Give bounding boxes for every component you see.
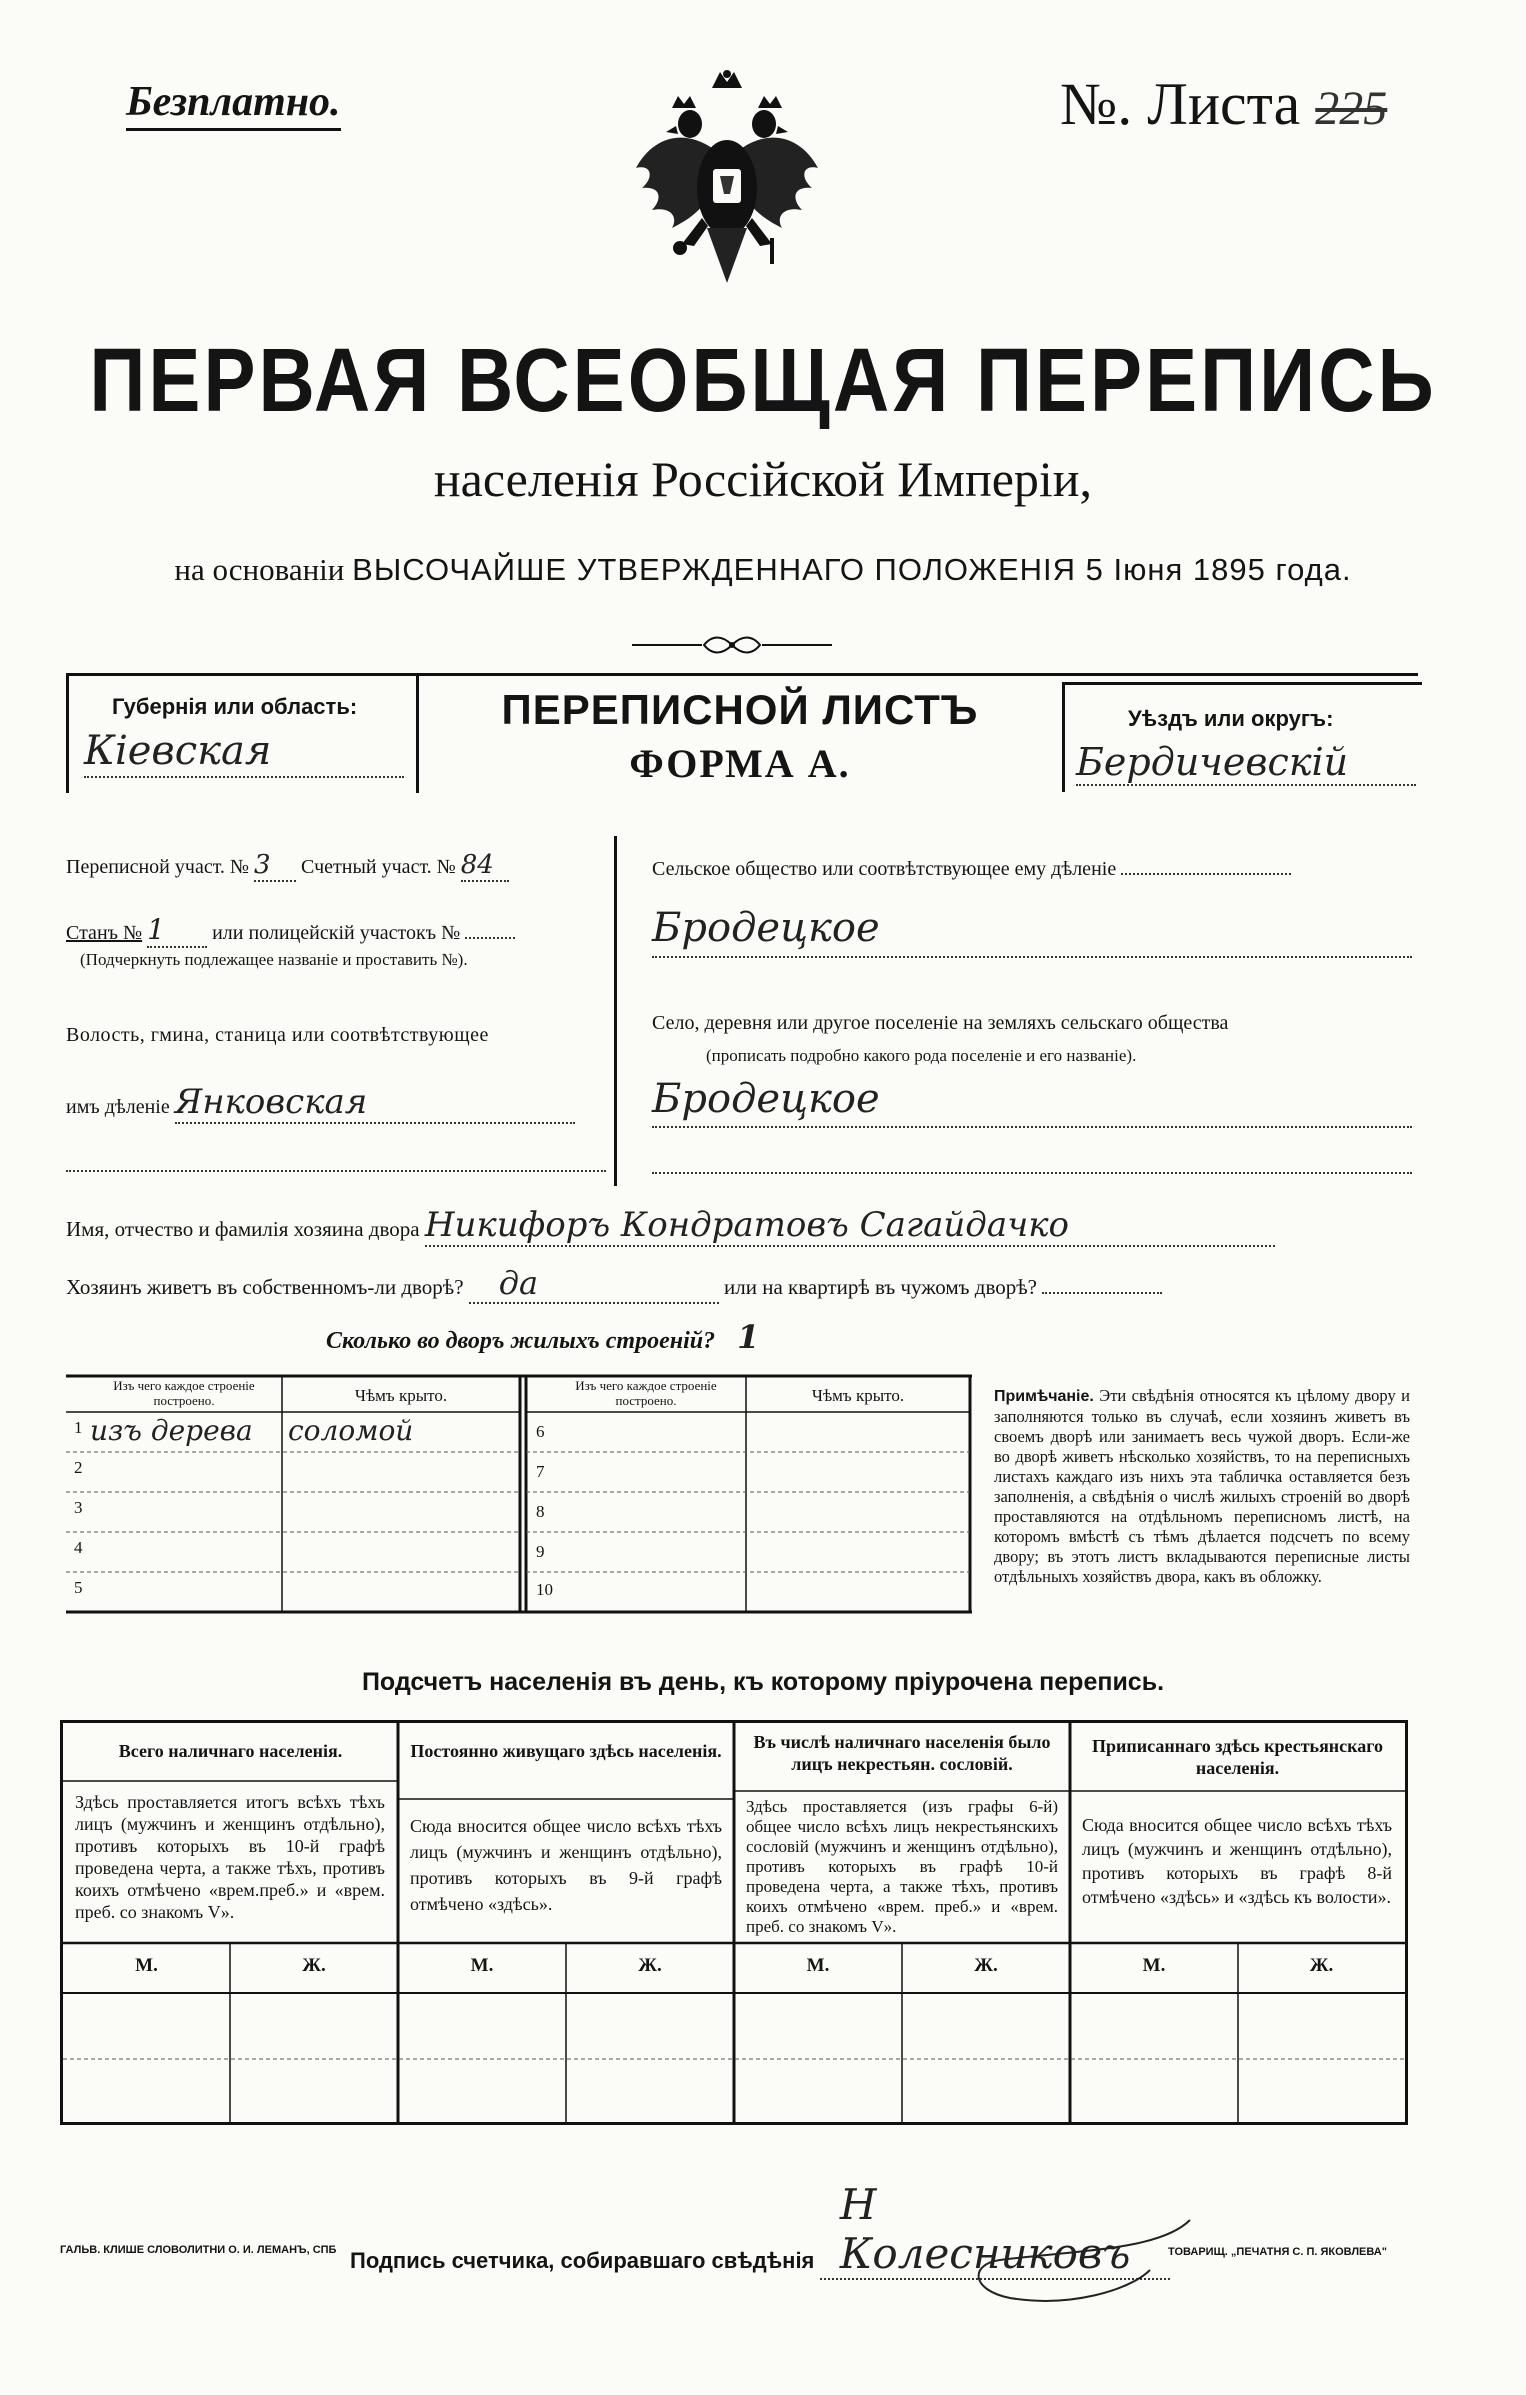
village-label: Село, деревня или другое поселеніе на земляхъ сельскаго общества [652,1012,1229,1034]
row-roof: соломой [288,1414,414,1447]
pop-col-1-zh: Ж. [302,1955,326,1976]
printer-right: ТОВАРИЩ. „ПЕЧАТНЯ С. П. ЯКОВЛЕВА" [1168,2246,1387,2258]
guberniya-divider [416,673,419,793]
owner-name-label: Имя, отчество и фамилія хозяина двора [66,1217,420,1241]
volost-field [66,1082,596,1124]
uezd-top-rule [1062,682,1422,685]
sheet-number-label [1060,70,1387,139]
form-title: ПЕРЕПИСНОЙ ЛИСТЪ [501,686,979,733]
rented-label: или на квартирѣ въ чужомъ дворѣ? [724,1275,1037,1299]
legal-basis [0,552,1526,588]
note-block [994,1386,1410,1587]
society-label [652,858,1412,881]
pop-col-2-heading: Постоянно живущаго здѣсь населенія. [410,1741,722,1761]
row-number: 10 [536,1580,553,1599]
pop-col-1-m: М. [135,1955,158,1976]
guberniya-value: Кіевская [84,726,404,778]
form-subtitle: ФОРМА А. [629,741,851,786]
row-number: 1 [74,1418,83,1437]
society-value: Бродецкое [652,900,1412,958]
buildings-count-field [326,1318,759,1356]
owner-name-value: Никифоръ Кондратовъ Сагайдачко [425,1205,1275,1247]
pop-col-3-desc: Здѣсь проставляется (изъ графы 6-й) общее число всѣхъ лицъ некрестьянскихъ сословій (мужчинъ и женщинъ отдѣльно), противъ которыхъ въ графѣ 10-й проведена черта, а также тѣхъ, противъ коихъ отмѣчено «врем. преб.» и «врем. преб. со знакомъ V». [746,1797,1058,1936]
buildings-count-label: Сколько во дворъ жилыхъ строеній? [326,1328,716,1354]
pop-col-3-heading: Въ числѣ наличнаго населенія было лицъ некрестьян. сословій. [753,1732,1051,1774]
own-yard-value: да [469,1264,719,1304]
pop-col-1-heading: Всего наличнаго населенія. [118,1741,343,1761]
pop-col-4-m: М. [1142,1955,1166,1976]
ornament-divider-icon [632,635,832,655]
census-district-label: Переписной участ. № [66,856,250,878]
page-title: ПЕРВАЯ ВСЕОБЩАЯ ПЕРЕПИСЬ [89,329,1437,431]
material-header-left: Изъ чего каждое строеніе построено. [113,1378,255,1408]
top-rule [66,673,1418,676]
stan-value: 1 [147,913,207,948]
uezd-value: Бердичевскій [1076,740,1416,786]
village-value: Бродецкое [652,1072,1412,1128]
uezd-label: Уѣздъ или округъ: [1128,706,1334,731]
counting-district-value: 84 [461,850,509,882]
row-number: 4 [74,1538,83,1557]
society-line [1121,873,1291,875]
pop-col-2-desc: Сюда вносится общее число всѣхъ тѣхъ лицъ (мужчинъ и женщинъ отдѣльно), противъ которыхъ въ 9-й графѣ отмѣчено «здѣсь». [410,1816,722,1914]
pop-col-2-zh: Ж. [638,1955,662,1976]
pop-col-4-heading: Приписаннаго здѣсь крестьянскаго населенія. [1092,1736,1383,1778]
owner-name-field [66,1205,1416,1247]
printer-left: ГАЛЬВ. КЛИШЕ СЛОВОЛИТНИ О. И. ЛЕМАНЪ, СПБ [60,2244,337,2256]
page-subtitle: населенія Россійской Имперіи, [433,451,1093,507]
underline-note: (Подчеркнуть подлежащее названіе и проставить №). [80,950,468,969]
census-district-value: 3 [254,850,296,882]
volost-label-1: Волость, гмина, станица или соотвѣтствующее [66,1024,489,1046]
field-block-divider [614,836,617,1186]
volost-label-2: имъ дѣленіе [66,1096,170,1118]
pop-col-2-m: М. [470,1955,494,1976]
volost-value: Янковская [175,1082,575,1124]
signature-flourish-icon [960,2210,1200,2310]
row-number: 5 [74,1578,83,1597]
row-number: 8 [536,1502,545,1521]
society-label-text: Сельское общество или соотвѣтствующее ему дѣленіе [652,858,1117,880]
signature-label: Подпись счетчика, собиравшаго свѣдѣнія [350,2248,815,2273]
coat-of-arms-icon [632,68,822,298]
own-yard-field [66,1264,1416,1304]
buildings-count-value: 1 [737,1318,760,1356]
right-block-bottom-line [652,1172,1412,1174]
roof-header-right: Чѣмъ крыто. [811,1386,905,1405]
village-note: (прописать подробно какого рода поселеніе и его названіе). [706,1046,1137,1065]
police-label: или полицейскій участокъ № [212,922,461,944]
pop-col-3-m: М. [806,1955,830,1976]
guberniya-label: Губернія или область: [112,694,358,719]
row-number: 3 [74,1498,83,1517]
legal-basis-prefix: на основаніи [174,552,345,587]
note-text: Эти свѣдѣнія относятся къ цѣлому двору и заполняются только въ случаѣ, если хозяинъ живетъ въ своемъ дворѣ или занимаетъ весь чужой дворъ. Если-же во дворѣ живетъ нѣсколько хозяйствъ, то на переписныхъ листахъ каждаго изъ нихъ эта табличка оставляется безъ заполненія, а свѣдѣнія о числѣ жилыхъ строеній во дворѣ проставляются на отдѣльномъ переписномъ листѣ, на которомъ вмѣстѣ съ тѣмъ дѣлается подсчетъ по всему двору; въ этотъ листъ вкладываются переписные листы отдѣльныхъ хозяйствъ двора, какъ въ обложку. [994,1386,1410,1586]
buildings-table [66,1374,972,1614]
row-number: 2 [74,1458,83,1477]
own-yard-label: Хозяинъ живетъ въ собственномъ-ли дворѣ? [66,1275,464,1299]
signature-value: Н Колесниковъ [820,2180,1170,2280]
rented-value [1042,1292,1162,1294]
material-header-right: Изъ чего каждое строеніе построено. [575,1378,717,1408]
sheet-number-text: №. Листа [1060,71,1301,137]
legal-basis-caps: ВЫСОЧАЙШЕ УТВЕРЖДЕННАГО ПОЛОЖЕНІЯ 5 Іюня 1895 года. [352,552,1352,587]
sheet-number-value: 225 [1315,82,1388,135]
population-title: Подсчетъ населенія въ день, къ которому пріурочена перепись. [361,1668,1165,1696]
row-number: 7 [536,1462,545,1481]
row-material: изъ дерева [90,1414,253,1447]
roof-header-left: Чѣмъ крыто. [354,1386,448,1405]
left-edge-rule [66,673,69,793]
stan-label: Станъ № [66,922,143,944]
police-value [465,937,515,939]
pop-col-4-desc: Сюда вносится общее число всѣхъ тѣхъ лицъ (мужчинъ и женщинъ отдѣльно), противъ которыхъ въ графѣ 8-й отмѣчено «здѣсь» и «здѣсь къ волости». [1082,1815,1392,1907]
pop-col-3-zh: Ж. [974,1955,998,1976]
note-heading: Примѣчаніе. [994,1388,1094,1405]
row-number: 6 [536,1422,545,1441]
row-number: 9 [536,1542,545,1561]
pop-col-4-zh: Ж. [1309,1955,1334,1976]
uezd-divider [1062,682,1065,792]
population-table [60,1720,1408,2125]
pop-col-1-desc: Здѣсь проставляется итогъ всѣхъ тѣхъ лицъ (мужчинъ и женщинъ отдѣльно), противъ которыхъ въ 10-й графѣ проведена черта, а также тѣхъ, противъ коихъ отмѣчено «врем.преб.» и «врем. преб. со знакомъ V». [75,1792,385,1922]
counting-district-label: Счетный участ. № [301,856,456,878]
stan-field [66,913,606,948]
left-block-bottom-line [66,1170,606,1172]
census-district-field [66,850,606,882]
free-label: Безплатно. [126,78,341,131]
